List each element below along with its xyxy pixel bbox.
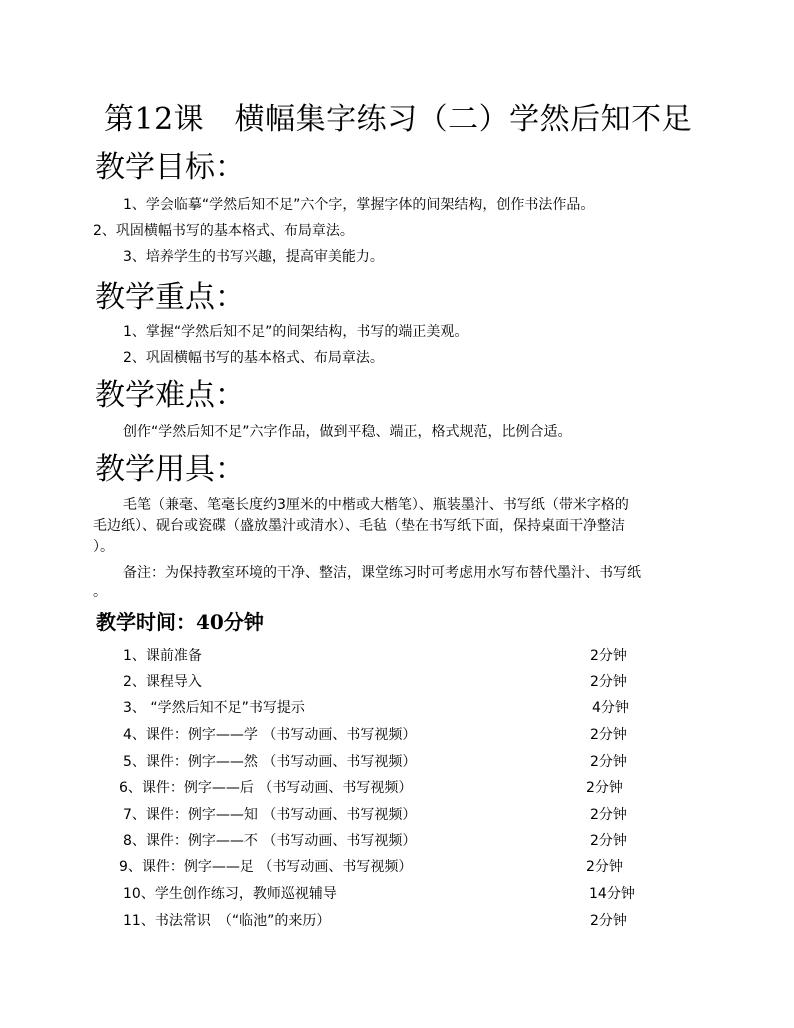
schedule-item-time: 2分钟 xyxy=(590,727,627,743)
objective-item-2: 2、巩固横幅书写的基本格式、布局章法。 xyxy=(93,223,354,239)
schedule-item-label: 10、学生创作练习，教师巡视辅导 xyxy=(123,886,337,902)
schedule-item-time: 2分钟 xyxy=(586,859,623,875)
objectives-heading: 教学目标： xyxy=(95,150,245,185)
schedule-item-time: 2分钟 xyxy=(590,833,627,849)
tools-note-line-2: 。 xyxy=(93,584,107,600)
schedule-item-label: 11、书法常识 （“临池”的来历） xyxy=(123,913,331,929)
schedule-item-time: 2分钟 xyxy=(590,674,627,690)
key-point-item-2: 2、巩固横幅书写的基本格式、布局章法。 xyxy=(123,350,384,366)
schedule-item-label: 3、 “学然后知不足”书写提示 xyxy=(123,700,305,716)
tools-note-line-1: 备注：为保持教室环境的干净、整洁，课堂练习时可考虑用水写布替代墨汁、书写纸 xyxy=(123,565,641,581)
schedule-item-time: 14分钟 xyxy=(589,886,635,902)
objective-item-1: 1、学会临摹“学然后知不足”六个字，掌握字体的间架结构，创作书法作品。 xyxy=(123,197,595,213)
schedule-item-label: 8、课件：例字——不 （书写动画、书写视频） xyxy=(123,833,417,849)
schedule-item-time: 4分钟 xyxy=(592,700,629,716)
key-point-item-1: 1、掌握“学然后知不足”的间架结构，书写的端正美观。 xyxy=(123,324,469,340)
schedule-item-time: 2分钟 xyxy=(586,780,623,796)
difficulties-text: 创作“学然后知不足”六字作品，做到平稳、端正，格式规范，比例合适。 xyxy=(123,424,572,440)
schedule-item-label: 7、课件：例字——知 （书写动画、书写视频） xyxy=(123,807,417,823)
schedule-item-time: 2分钟 xyxy=(590,648,627,664)
schedule-item-label: 1、课前准备 xyxy=(123,648,202,664)
tools-line-1: 毛笔（兼毫、笔毫长度约3厘米的中楷或大楷笔）、瓶装墨汁、书写纸（带米字格的 xyxy=(123,497,629,513)
tools-line-2: 毛边纸）、砚台或瓷碟（盛放墨汁或清水）、毛毡（垫在书写纸下面，保持桌面干净整洁 xyxy=(93,518,625,534)
schedule-item-time: 2分钟 xyxy=(590,754,627,770)
difficulties-heading: 教学难点： xyxy=(95,378,245,413)
schedule-item-label: 4、课件：例字——学 （书写动画、书写视频） xyxy=(123,727,417,743)
schedule-item-label: 6、课件：例字——后 （书写动画、书写视频） xyxy=(119,780,413,796)
schedule-item-label: 9、课件：例字——足 （书写动画、书写视频） xyxy=(119,859,413,875)
schedule-item-label: 2、课程导入 xyxy=(123,674,202,690)
tools-line-3: ）。 xyxy=(93,539,114,555)
objective-item-3: 3、培养学生的书写兴趣，提高审美能力。 xyxy=(123,249,384,265)
schedule-item-label: 5、课件：例字——然 （书写动画、书写视频） xyxy=(123,754,417,770)
lesson-title: 第12课 横幅集字练习（二）学然后知不足 xyxy=(104,102,693,137)
schedule-heading: 教学时间：40分钟 xyxy=(96,610,264,634)
tools-heading: 教学用具： xyxy=(95,452,245,487)
schedule-item-time: 2分钟 xyxy=(590,807,627,823)
key-points-heading: 教学重点： xyxy=(95,280,245,315)
schedule-item-time: 2分钟 xyxy=(590,913,627,929)
